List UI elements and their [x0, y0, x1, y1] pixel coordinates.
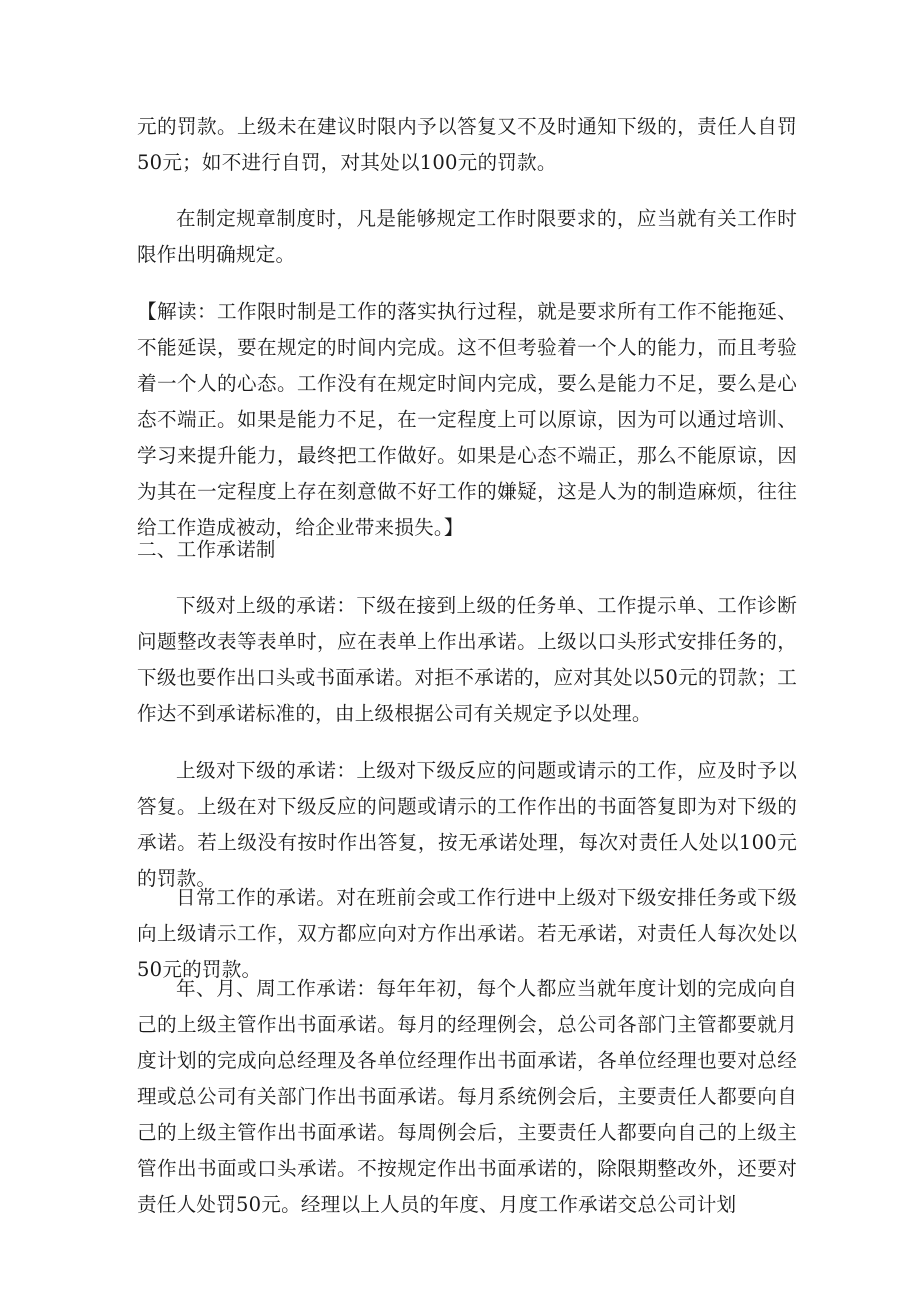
paragraph-daily-commitment: 日常工作的承诺。对在班前会或工作行进中上级对下级安排任务或下级向上级请示工作，双方都应向对方作出承诺。若无承诺，对责任人每次处以50元的罚款。 — [137, 886, 797, 981]
section-heading-work-commitment: 二、工作承诺制 — [137, 538, 276, 561]
paragraph-penalty-continued: 元的罚款。上级未在建议时限内予以答复又不及时通知下级的，责任人自罚50元；如不进行自罚，对其处以100元的罚款。 — [137, 115, 797, 174]
paragraph-periodic-commitment: 年、月、周工作承诺：每年年初，每个人都应当就年度计划的完成向自己的上级主管作出书面承诺。每月的经理例会，总公司各部门主管都要就月度计划的完成向总经理及各单位经理作出书面承诺，各单位经理也要对总经理或总公司有关部门作出书面承诺。每月系统例会后，主要责任人都要向自己的上级主管作出书面承诺。每周例会后，主要责任人都要向自己的上级主管作出书面或口头承诺。不按规定作出书面承诺的，除限期整改外，还要对责任人处罚50元。经理以上人员的年度、月度工作承诺交总公司计划 — [137, 977, 797, 1216]
paragraph-rule-time-limits: 在制定规章制度时，凡是能够规定工作时限要求的，应当就有关工作时限作出明确规定。 — [137, 207, 797, 266]
paragraph-superior-commitment: 上级对下级的承诺：上级对下级反应的问题或请示的工作，应及时予以答复。上级在对下级反应的问题或请示的工作作出的书面答复即为对下级的承诺。若上级没有按时作出答复，按无承诺处理，每次对责任人处以100元的罚款。 — [137, 759, 797, 890]
paragraph-interpretation: 【解读：工作限时制是工作的落实执行过程，就是要求所有工作不能拖延、不能延误，要在规定的时间内完成。这不但考验着一个人的能力，而且考验着一个人的心态。工作没有在规定时间内完成，要么是能力不足，要么是心态不端正。如果是能力不足，在一定程度上可以原谅，因为可以通过培训、学习来提升能力，最终把工作做好。如果是心态不端正，那么不能原谅，因为其在一定程度上存在刻意做不好工作的嫌疑，这是人为的制造麻烦，往往给工作造成被动，给企业带来损失。】 — [137, 300, 797, 539]
paragraph-subordinate-commitment: 下级对上级的承诺：下级在接到上级的任务单、工作提示单、工作诊断问题整改表等表单时，应在表单上作出承诺。上级以口头形式安排任务的，下级也要作出口头或书面承诺。对拒不承诺的，应对其处以50元的罚款；工作达不到承诺标准的，由上级根据公司有关规定予以处理。 — [137, 594, 797, 725]
